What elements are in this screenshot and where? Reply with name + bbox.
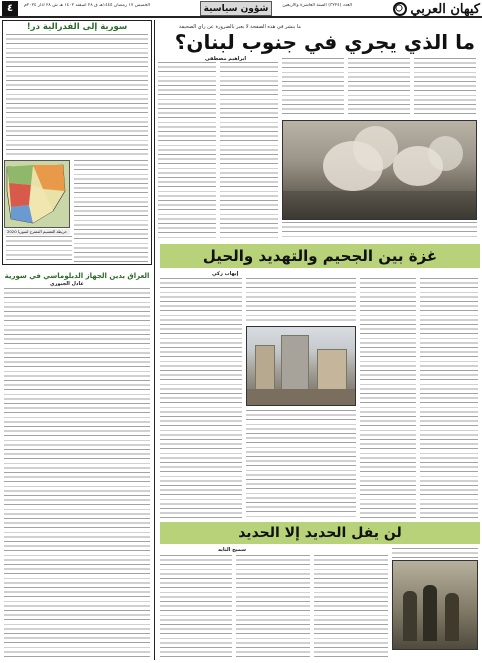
logo-text: كيهان العربي — [410, 1, 480, 17]
gaza-text-col-2-top — [246, 278, 356, 322]
iron-intro-text — [392, 548, 478, 558]
gaza-headline: غزة بين الجحيم والتهديد والحيل — [202, 247, 438, 265]
lead-text-col-3 — [414, 58, 476, 116]
gaza-text-col-3 — [360, 278, 416, 518]
lead-text-col-5 — [220, 62, 278, 240]
map-caption: خريطة التقسيم المقترح لسوريا 2020 — [4, 229, 70, 235]
lead-photo-caption — [282, 222, 477, 240]
gaza-text-col-4 — [420, 278, 478, 518]
syria-map — [4, 160, 70, 228]
lead-text-col-4 — [158, 62, 216, 240]
iraq-body-text — [4, 288, 150, 658]
iron-text-col-1 — [160, 555, 232, 658]
sidebar-text-bottom — [6, 236, 72, 262]
iron-byline: سميح التايه — [218, 547, 247, 553]
gaza-byline: إيهاب زكي — [212, 271, 239, 277]
column-divider — [154, 20, 155, 660]
gaza-text-col-2-bottom — [246, 410, 356, 518]
iraq-headline: العراق بدين الجهاز الدبلوماسي في سورية — [4, 272, 150, 280]
gaza-headline-bar — [160, 244, 480, 268]
newspaper-logo — [360, 0, 480, 18]
lead-text-col-1 — [282, 58, 344, 116]
sidebar-headline: سورية إلى الفدرالية در! — [26, 22, 128, 32]
lead-photo-smoke — [282, 120, 477, 220]
lead-headline: ما الذي يجري في جنوب لبنان؟ — [174, 30, 475, 54]
dateline: الخميس ١٧ رمضان ١٤٤٥هـ ق ٢٨ اسفند ١٤٠٢ هـ ش ٢٨ آذار ٢٠٢٤م — [24, 3, 150, 8]
lead-byline: ابراهيم مصطفى — [205, 56, 247, 62]
iron-headline-bar — [160, 522, 480, 544]
sidebar-text-top — [6, 34, 148, 156]
gaza-rubble-photo — [246, 326, 356, 406]
fighters-photo — [392, 560, 478, 650]
iraq-byline: عادل الجبوري — [50, 281, 84, 287]
sidebar-text-right — [74, 160, 148, 262]
gaza-text-col-1 — [160, 278, 242, 518]
iron-text-col-3 — [314, 555, 388, 658]
section-label: شؤون سياسية — [200, 1, 272, 16]
iron-text-col-2 — [236, 555, 310, 658]
disclaimer: ما ينشر في هذه الصفحة لا يعبر بالضرورة عن رأي الصحيفة — [179, 24, 301, 30]
lead-text-col-2 — [348, 58, 410, 116]
page-number: ٤ — [2, 1, 18, 16]
globe-icon — [393, 2, 407, 16]
iron-headline: لن يفل الحديد إلا الحديد — [238, 525, 402, 541]
issue-info: العدد (٣٢٢٤) السنة العاشرة والأربعين — [282, 3, 352, 8]
